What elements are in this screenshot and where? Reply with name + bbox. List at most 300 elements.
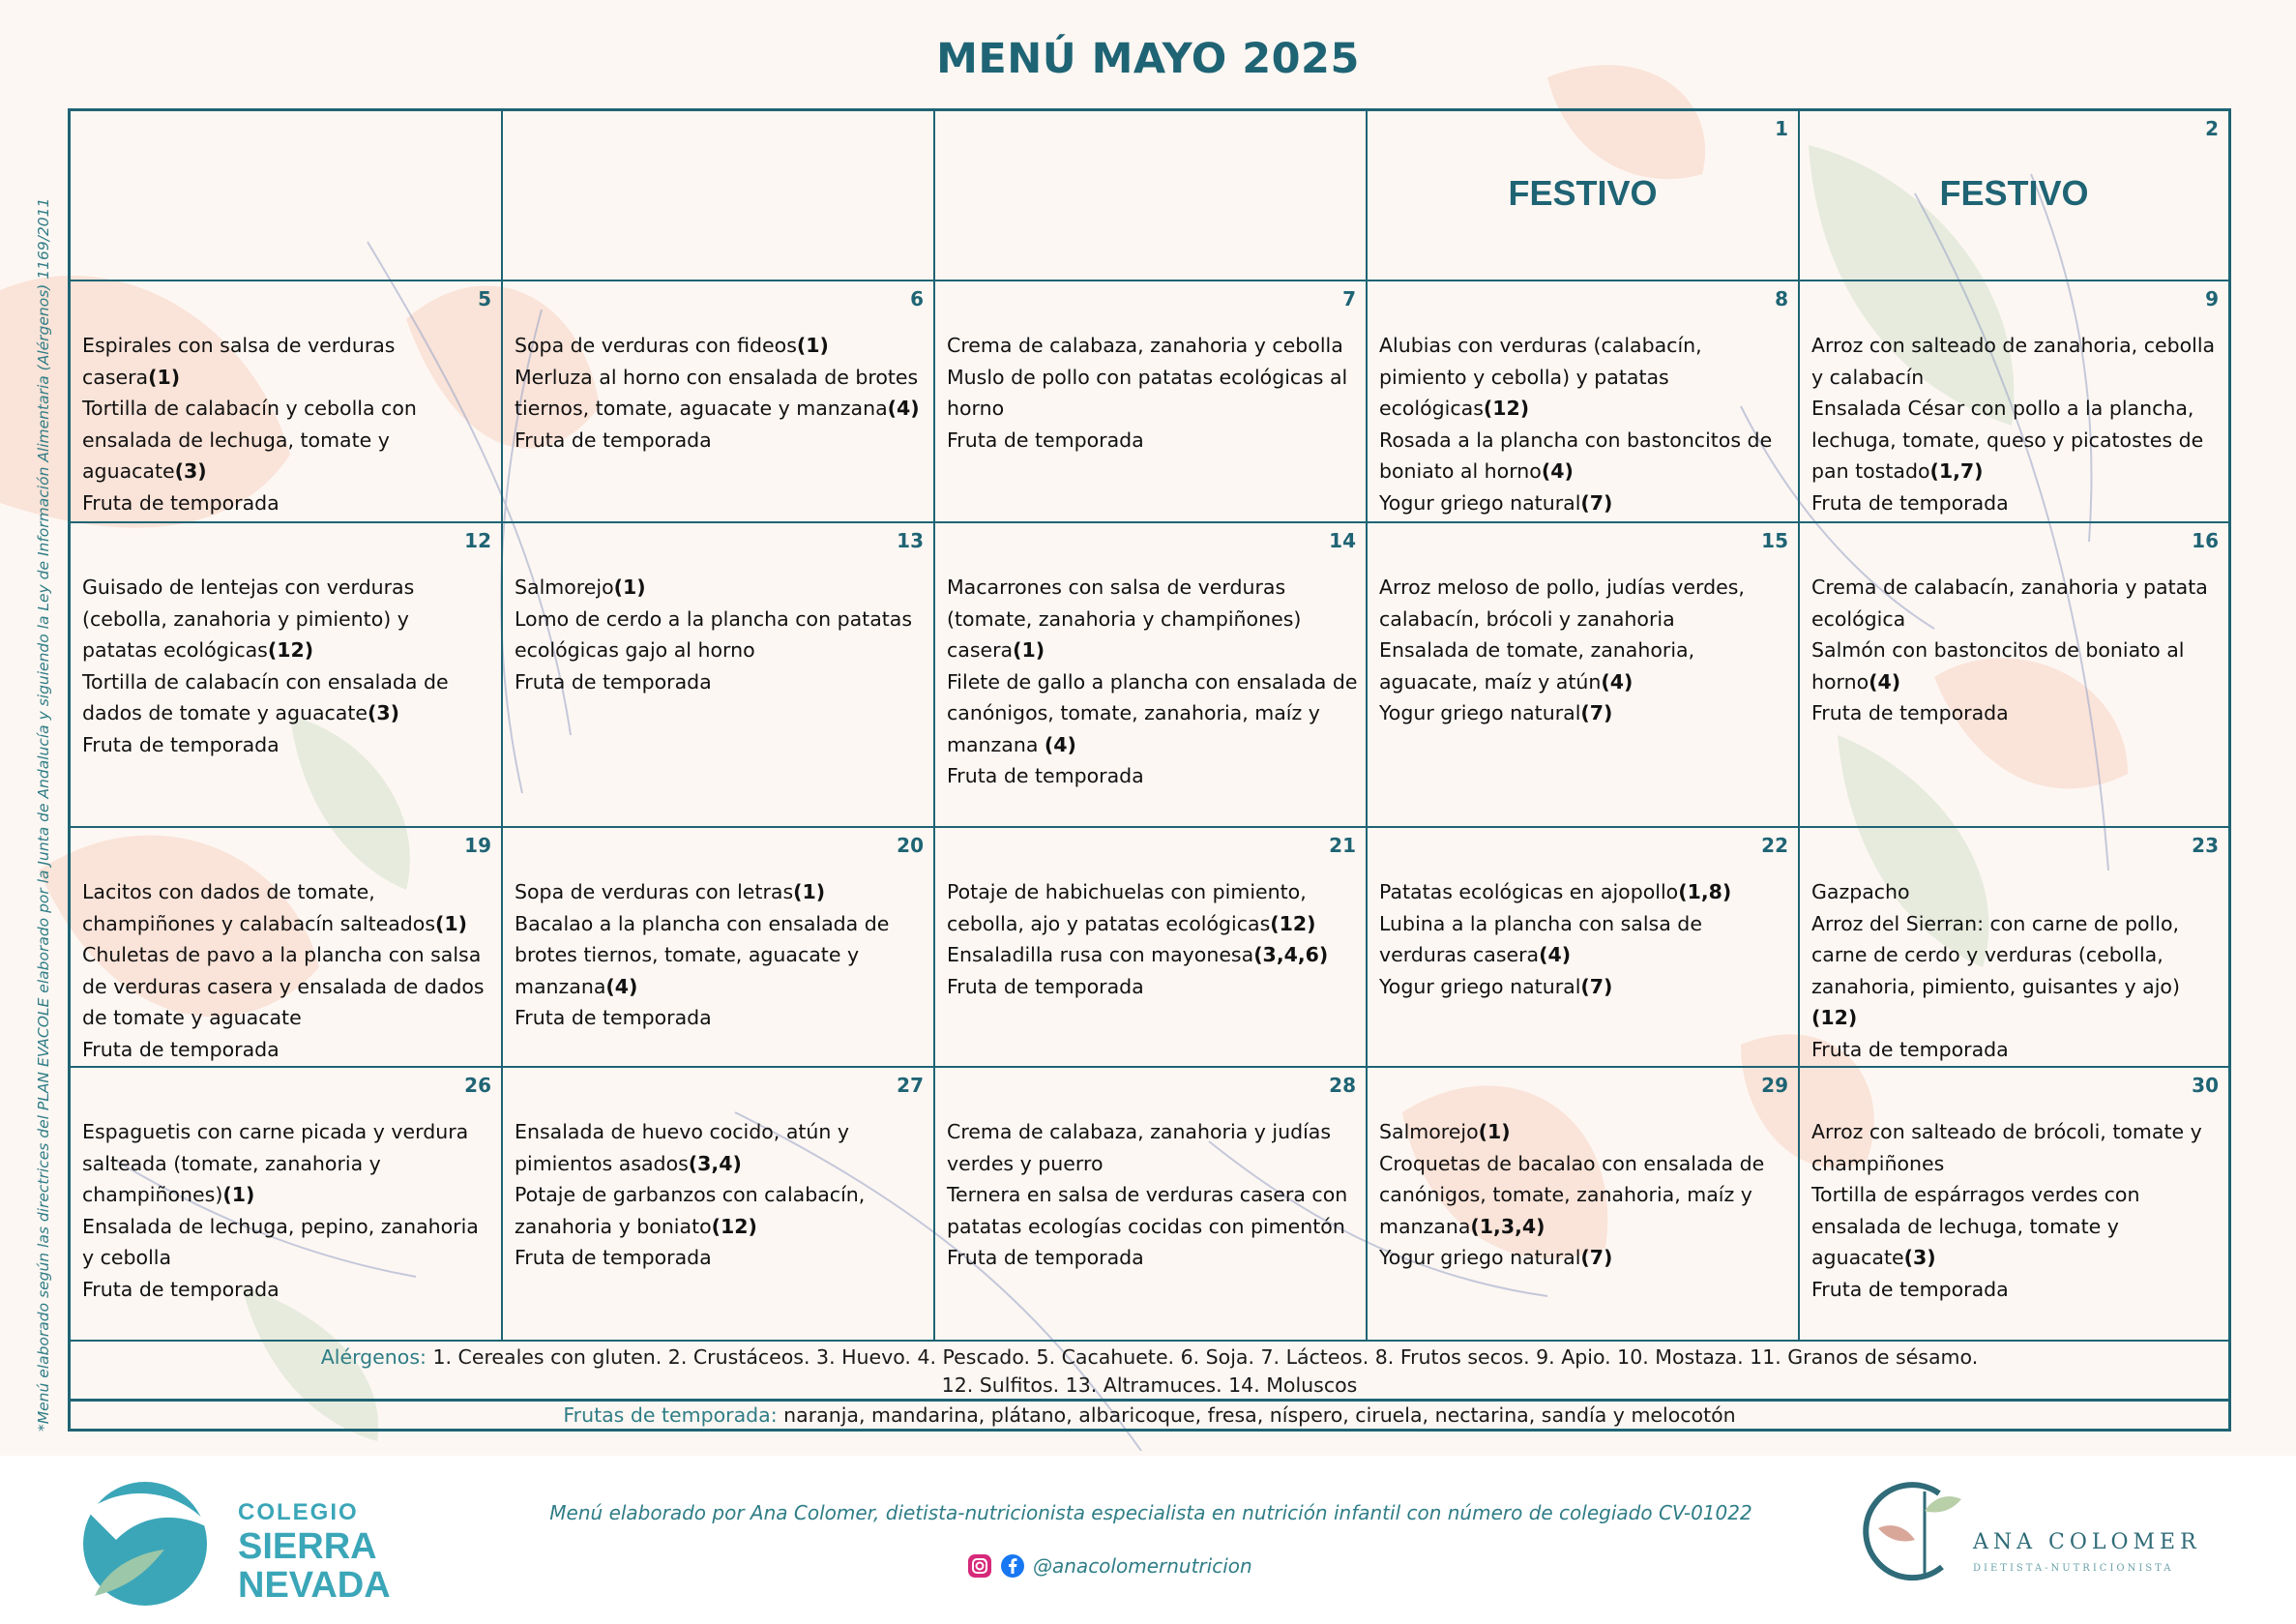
dish-text: Yogur griego natural: [1379, 490, 1581, 515]
dish-text: manzana: [515, 974, 606, 998]
menu-items: [1811, 1116, 2221, 1305]
dish-text: Lomo de cerdo a la plancha con patatas: [515, 606, 913, 631]
menu-line: [1811, 456, 2221, 487]
dish-text: horno: [1811, 669, 1869, 694]
menu-line: [515, 1002, 926, 1034]
dish-text: ecológica: [1811, 606, 1906, 631]
dish-text: Ensalada César con pollo a la plancha,: [1811, 397, 2194, 420]
dish-text: pimientos asados: [515, 1151, 689, 1175]
menu-line: [947, 635, 1358, 666]
dish-text: Arroz del Sierran: con carne de pollo,: [1811, 911, 2180, 935]
menu-line: [1379, 362, 1790, 394]
day-number: 7: [1342, 287, 1356, 310]
dish-text: Fruta de temporada: [947, 764, 1144, 787]
day-cell: [935, 1068, 1368, 1342]
day-cell: [1368, 1068, 1800, 1342]
dish-text: Chuletas de pavo a la plancha con salsa: [82, 943, 482, 966]
day-number: 22: [1761, 834, 1788, 857]
menu-line: [947, 330, 1358, 362]
day-cell: [1368, 828, 1800, 1068]
dish-text: Lubina a la plancha con salsa de: [1379, 911, 1702, 935]
menu-line: [82, 1034, 493, 1066]
dish-text: Fruta de temporada: [515, 1246, 712, 1269]
facebook-icon[interactable]: [1000, 1553, 1025, 1579]
dish-text: pimiento y cebolla) y patatas: [1379, 365, 1669, 389]
menu-items: [947, 330, 1358, 456]
dish-text: Fruta de temporada: [1811, 490, 2009, 515]
dish-text: salteada (tomate, zanahoria y: [82, 1151, 381, 1175]
menu-line: [947, 572, 1358, 604]
day-number: 15: [1761, 529, 1788, 552]
menu-line: [82, 1116, 493, 1148]
menu-items: [82, 1116, 493, 1305]
allergen-codes: (4): [1869, 669, 1901, 694]
day-cell: [1800, 828, 2228, 1068]
dish-text: aguacate, maíz y atún: [1379, 669, 1602, 694]
dish-text: Fruta de temporada: [947, 974, 1144, 998]
day-number: 5: [478, 287, 491, 310]
menu-line: [515, 1211, 926, 1243]
allergen-codes: (12): [1483, 397, 1530, 420]
dish-text: manzana: [1379, 1214, 1471, 1238]
dish-text: brotes tiernos, tomate, aguacate y: [515, 943, 860, 966]
fruits-label: Frutas de temporada:: [563, 1403, 778, 1427]
school-name-line3: NEVADA: [238, 1565, 391, 1606]
allergen-codes: (1): [613, 576, 646, 599]
menu-line: [82, 487, 493, 519]
menu-line: [1811, 908, 2221, 940]
allergen-codes: (4): [887, 397, 920, 420]
day-number: 21: [1329, 834, 1356, 857]
menu-items: [947, 572, 1358, 792]
menu-items: [1379, 1116, 1790, 1274]
day-cell: [1800, 523, 2228, 828]
allergen-codes: (4): [1601, 669, 1634, 694]
day-number: 26: [464, 1074, 491, 1097]
day-cell: [1368, 281, 1800, 523]
menu-line: [1811, 487, 2221, 519]
menu-items: [515, 876, 926, 1034]
menu-items: [947, 1116, 1358, 1274]
day-cell: [503, 281, 935, 523]
menu-line: [1811, 1034, 2221, 1066]
day-number: 12: [464, 529, 491, 552]
day-number: 1: [1775, 117, 1788, 140]
day-cell: [1368, 111, 1800, 281]
menu-line: [1379, 487, 1790, 519]
menu-line: [82, 330, 493, 393]
dish-text: ecológicas: [1379, 397, 1484, 420]
dish-text: Alubias con verduras (calabacín,: [1379, 334, 1702, 357]
menu-items: [82, 330, 493, 518]
allergen-codes: (1): [1013, 638, 1045, 662]
dish-text: Macarrones con salsa de verduras: [947, 576, 1286, 599]
dish-text: Fruta de temporada: [1811, 701, 2009, 724]
menu-line: [947, 729, 1358, 761]
dish-text: Ensalada de lechuga, pepino, zanahoria: [82, 1214, 479, 1238]
menu-line: [947, 971, 1358, 1003]
menu-line: [1811, 572, 2221, 604]
day-cell: [503, 1068, 935, 1342]
menu-items: [947, 876, 1358, 1002]
menu-line: [1379, 1179, 1790, 1211]
menu-line: [947, 393, 1358, 425]
menu-line: [1811, 330, 2221, 362]
dish-text: carne de cerdo y verduras (cebolla,: [1811, 943, 2164, 966]
allergen-codes: (7): [1580, 701, 1613, 724]
dish-text: canónigos, tomate, zanahoria, maíz y: [947, 701, 1320, 724]
allergen-codes: (1): [1478, 1120, 1511, 1143]
dish-text: Potaje de habichuelas con pimiento,: [947, 880, 1307, 903]
menu-line: [947, 425, 1358, 457]
dish-text: Fruta de temporada: [515, 1006, 712, 1029]
menu-line: [1811, 1179, 2221, 1211]
dish-text: horno: [947, 397, 1005, 420]
day-cell: [71, 523, 503, 828]
allergen-codes: (3,4,6): [1253, 943, 1329, 966]
dish-text: Ensaladilla rusa con mayonesa: [947, 943, 1254, 966]
day-cell: [71, 828, 503, 1068]
menu-line: [82, 393, 493, 425]
menu-line: [1379, 393, 1790, 425]
dish-text: tiernos, tomate, aguacate y manzana: [515, 397, 888, 420]
day-number: 19: [464, 834, 491, 857]
dish-text: ecológicas gajo al horno: [515, 638, 755, 662]
dish-text: Fruta de temporada: [515, 428, 712, 452]
menu-line: [1811, 666, 2221, 698]
dish-text: Arroz con salteado de zanahoria, cebolla: [1811, 334, 2216, 357]
dish-text: patatas ecológicas: [82, 638, 268, 662]
allergen-codes: (1,8): [1678, 880, 1732, 903]
menu-calendar: [68, 108, 2231, 1432]
dish-text: Fruta de temporada: [82, 1037, 280, 1061]
menu-line: [1379, 876, 1790, 908]
day-number: 20: [897, 834, 924, 857]
school-logo: [68, 1472, 416, 1608]
dish-text: Fruta de temporada: [947, 1246, 1144, 1269]
dish-text: Yogur griego natural: [1379, 974, 1581, 998]
footer-credit: Menú elaborado por Ana Colomer, dietista-nutricionista especialista en nutrición infantil con número de colegiado CV-01022: [549, 1501, 1752, 1524]
day-number: 6: [910, 287, 924, 310]
dish-text: calabacín, brócoli y zanahoria: [1379, 606, 1675, 631]
menu-line: [82, 1148, 493, 1180]
day-cell: [503, 523, 935, 828]
menu-line: [1379, 456, 1790, 487]
allergen-codes: (4): [1539, 943, 1572, 966]
day-number: 28: [1329, 1074, 1356, 1097]
day-cell: [503, 111, 935, 281]
day-number: 14: [1329, 529, 1356, 552]
dish-text: Fruta de temporada: [515, 669, 712, 694]
dish-text: Fruta de temporada: [947, 428, 1144, 452]
dish-text: zanahoria y boniato: [515, 1214, 712, 1238]
menu-line: [515, 666, 926, 698]
day-cell: [71, 1068, 503, 1342]
day-number: 2: [2205, 117, 2219, 140]
menu-line: [1811, 425, 2221, 457]
menu-line: [82, 666, 493, 698]
menu-line: [1811, 1148, 2221, 1180]
menu-line: [82, 697, 493, 729]
allergen-codes: (7): [1580, 974, 1613, 998]
allergen-codes: (3): [174, 459, 207, 483]
menu-line: [1379, 697, 1790, 729]
dish-text: Crema de calabacín, zanahoria y patata: [1811, 576, 2208, 599]
menu-line: [82, 971, 493, 1003]
day-cell: [71, 281, 503, 523]
dish-text: Arroz con salteado de brócoli, tomate y: [1811, 1120, 2202, 1143]
dish-text: Croquetas de bacalao con ensalada de: [1379, 1151, 1765, 1175]
dish-text: Sopa de verduras con letras: [515, 880, 794, 903]
dish-text: Salmón con bastoncitos de boniato al: [1811, 638, 2185, 662]
menu-line: [947, 362, 1358, 394]
dish-text: Salmorejo: [515, 576, 614, 599]
dish-text: Tortilla de calabacín y cebolla con: [82, 397, 417, 420]
dish-text: Tortilla de espárragos verdes con: [1811, 1183, 2140, 1206]
dish-text: champiñones): [82, 1183, 223, 1206]
dish-text: aguacate: [1811, 1246, 1904, 1269]
menu-items: [1811, 572, 2221, 729]
menu-line: [1811, 1242, 2221, 1274]
dish-text: pan tostado: [1811, 459, 1930, 483]
menu-line: [1379, 572, 1790, 604]
dish-text: Filete de gallo a plancha con ensalada de: [947, 669, 1358, 694]
menu-line: [1379, 635, 1790, 666]
seasonal-fruits: [71, 1402, 2228, 1429]
dish-text: (tomate, zanahoria y champiñones): [947, 606, 1302, 631]
dish-text: Espirales con salsa de verduras casera: [82, 334, 396, 389]
holiday-label: FESTIVO: [1939, 173, 2089, 213]
allergen-codes: (7): [1580, 490, 1613, 515]
allergen-codes: (1): [793, 880, 826, 903]
menu-line: [1811, 1211, 2221, 1243]
dish-text: Fruta de temporada: [1811, 1037, 2009, 1061]
dish-text: Fruta de temporada: [82, 490, 280, 515]
menu-line: [515, 572, 926, 604]
menu-line: [947, 1179, 1358, 1211]
menu-line: [515, 1242, 926, 1274]
dish-text: Merluza al horno con ensalada de brotes: [515, 365, 919, 389]
dish-text: zanahoria, pimiento, guisantes y ajo): [1811, 974, 2180, 998]
dish-text: (cebolla, zanahoria y pimiento) y: [82, 606, 409, 631]
menu-line: [1379, 425, 1790, 457]
dish-text: dados de tomate y aguacate: [82, 701, 368, 724]
dish-text: Crema de calabaza, zanahoria y cebolla: [947, 334, 1343, 357]
menu-line: [515, 330, 926, 362]
menu-line: [515, 393, 926, 425]
allergen-codes: (4): [1044, 732, 1076, 756]
menu-line: [82, 635, 493, 666]
day-cell: [1368, 523, 1800, 828]
allergen-codes: (4): [605, 974, 638, 998]
menu-line: [1811, 635, 2221, 666]
dish-text: de tomate y aguacate: [82, 1006, 302, 1029]
menu-items: [1811, 330, 2221, 518]
dish-text: Ternera en salsa de verduras casera con: [947, 1183, 1348, 1206]
allergen-codes: (1,7): [1929, 459, 1984, 483]
school-logo-mark: [68, 1472, 232, 1608]
dish-text: Fruta de temporada: [82, 732, 280, 756]
menu-line: [947, 604, 1358, 635]
menu-line: [82, 876, 493, 908]
allergen-codes: (1): [148, 365, 181, 389]
menu-items: [1379, 876, 1790, 1002]
menu-line: [82, 456, 493, 487]
allergen-codes: (1,3,4): [1470, 1214, 1545, 1238]
menu-items: [1811, 876, 2221, 1065]
menu-items: [1379, 572, 1790, 729]
nutritionist-logo-mark: [1857, 1472, 1973, 1588]
dish-text: Arroz meloso de pollo, judías verdes,: [1379, 576, 1745, 599]
nutritionist-logo: [1857, 1472, 2205, 1608]
dish-text: ensalada de lechuga, tomate y: [1811, 1214, 2119, 1238]
menu-line: [1811, 939, 2221, 971]
menu-line: [947, 697, 1358, 729]
allergen-codes: (3): [368, 701, 400, 724]
day-number: 13: [897, 529, 924, 552]
school-name-line1: COLEGIO: [238, 1499, 359, 1525]
dish-text: de verduras casera y ensalada de dados: [82, 974, 485, 998]
allergen-codes: (3): [1903, 1246, 1936, 1269]
menu-line: [1379, 1116, 1790, 1148]
dish-text: champiñones: [1811, 1151, 1945, 1175]
menu-items: [82, 876, 493, 1065]
dish-text: Ensalada de huevo cocido, atún y: [515, 1120, 850, 1143]
day-number: 16: [2192, 529, 2219, 552]
menu-items: [515, 572, 926, 697]
dish-text: Patatas ecológicas en ajopollo: [1379, 880, 1679, 903]
day-number: 29: [1761, 1074, 1788, 1097]
menu-line: [515, 425, 926, 457]
dish-text: Guisado de lentejas con verduras: [82, 576, 415, 599]
menu-line: [1379, 939, 1790, 971]
nutritionist-name: ANA COLOMER: [1973, 1530, 2201, 1554]
dish-text: cebolla, ajo y patatas ecológicas: [947, 911, 1271, 935]
menu-items: [82, 572, 493, 760]
dish-text: Gazpacho: [1811, 880, 1910, 903]
menu-line: [515, 1148, 926, 1180]
allergens-list: 1. Cereales con gluten. 2. Crustáceos. 3. Huevo. 4. Pescado. 5. Cacahuete. 6. Soja. 7. Lácteos. 8. Frutos secos. 9. Apio. 10. Mostaza. 11. Granos de sésamo.: [426, 1345, 1979, 1369]
day-cell: [935, 281, 1368, 523]
fruits-list: naranja, mandarina, plátano, albaricoque, fresa, níspero, ciruela, nectarina, sandía y melocotón: [777, 1403, 1736, 1427]
day-cell: [935, 828, 1368, 1068]
page-title: MENÚ MAYO 2025: [936, 35, 1360, 83]
allergen-codes: (1): [435, 911, 468, 935]
menu-line: [82, 425, 493, 457]
menu-line: [1811, 362, 2221, 394]
menu-line: [515, 1116, 926, 1148]
nutritionist-title: DIETISTA-NUTRICIONISTA: [1973, 1563, 2174, 1574]
menu-line: [82, 729, 493, 761]
menu-line: [1379, 1242, 1790, 1274]
dish-text: verduras casera: [1379, 943, 1540, 966]
menu-line: [82, 1242, 493, 1274]
menu-line: [1379, 908, 1790, 940]
menu-line: [82, 1211, 493, 1243]
menu-line: [1379, 330, 1790, 362]
menu-line: [515, 876, 926, 908]
dish-text: verdes y puerro: [947, 1151, 1104, 1175]
dish-text: Sopa de verduras con fideos: [515, 334, 797, 357]
dish-text: lechuga, tomate, queso y picatostes de: [1811, 428, 2204, 452]
dish-text: Tortilla de calabacín con ensalada de: [82, 669, 449, 694]
menu-items: [1379, 330, 1790, 518]
menu-line: [82, 1274, 493, 1306]
menu-line: [947, 1148, 1358, 1180]
menu-line: [1379, 1211, 1790, 1243]
menu-line: [1379, 1148, 1790, 1180]
dish-text: y cebolla: [82, 1246, 172, 1269]
menu-line: [515, 635, 926, 666]
menu-line: [947, 1116, 1358, 1148]
menu-line: [515, 362, 926, 394]
dish-text: Ensalada de tomate, zanahoria,: [1379, 638, 1695, 662]
day-cell: [71, 111, 503, 281]
day-cell: [1800, 111, 2228, 281]
dish-text: Muslo de pollo con patatas ecológicas al: [947, 365, 1348, 389]
dish-text: champiñones y calabacín salteados: [82, 911, 436, 935]
allergen-codes: (1): [222, 1183, 255, 1206]
dish-text: casera: [947, 638, 1014, 662]
menu-line: [515, 971, 926, 1003]
menu-line: [1811, 697, 2221, 729]
dish-text: y calabacín: [1811, 365, 1925, 389]
dish-text: Fruta de temporada: [82, 1277, 280, 1301]
legal-side-note: *Menú elaborado según las directrices del PLAN EVACOLE elaborado por la Junta de Andalucía y siguiendo la Ley de Información Alimentaria (Alérgenos) 1169/2011: [35, 197, 52, 1432]
allergen-codes: (4): [1541, 459, 1574, 483]
allergen-codes: (7): [1580, 1246, 1613, 1269]
day-cell: [935, 523, 1368, 828]
menu-line: [1379, 666, 1790, 698]
allergens-legend: [71, 1342, 2228, 1402]
dish-text: Crema de calabaza, zanahoria y judías: [947, 1120, 1332, 1143]
dish-text: aguacate: [82, 459, 175, 483]
dish-text: patatas ecologías cocidas con pimentón: [947, 1214, 1345, 1238]
menu-line: [947, 666, 1358, 698]
dish-text: Yogur griego natural: [1379, 1246, 1581, 1269]
allergen-codes: (3,4): [688, 1151, 742, 1175]
menu-line: [1811, 971, 2221, 1034]
social-handle[interactable]: @anacolomernutricion: [1033, 1554, 1252, 1578]
day-cell: [1800, 281, 2228, 523]
school-name-line2: SIERRA: [238, 1526, 377, 1567]
menu-line: [947, 1211, 1358, 1243]
menu-line: [1379, 604, 1790, 635]
allergens-list-continued: 12. Sulfitos. 13. Altramuces. 14. Moluscos: [941, 1373, 1358, 1397]
allergen-codes: (1): [796, 334, 829, 357]
allergen-codes: (12): [1811, 1006, 1858, 1029]
menu-line: [82, 1002, 493, 1034]
social-links: [967, 1551, 1252, 1580]
day-cell: [935, 111, 1368, 281]
allergen-codes: (12): [1270, 911, 1316, 935]
day-cell: [503, 828, 935, 1068]
menu-line: [1811, 1116, 2221, 1148]
dish-text: Bacalao a la plancha con ensalada de: [515, 911, 890, 935]
menu-line: [1811, 604, 2221, 635]
day-number: 8: [1775, 287, 1788, 310]
dish-text: Fruta de temporada: [1811, 1277, 2009, 1301]
menu-line: [515, 604, 926, 635]
dish-text: Rosada a la plancha con bastoncitos de: [1379, 428, 1773, 452]
menu-line: [82, 908, 493, 940]
allergens-label: Alérgenos:: [320, 1345, 427, 1369]
school-name: [238, 1501, 391, 1604]
instagram-icon[interactable]: [967, 1553, 992, 1579]
dish-text: Salmorejo: [1379, 1120, 1479, 1143]
dish-text: boniato al horno: [1379, 459, 1542, 483]
menu-line: [947, 908, 1358, 940]
